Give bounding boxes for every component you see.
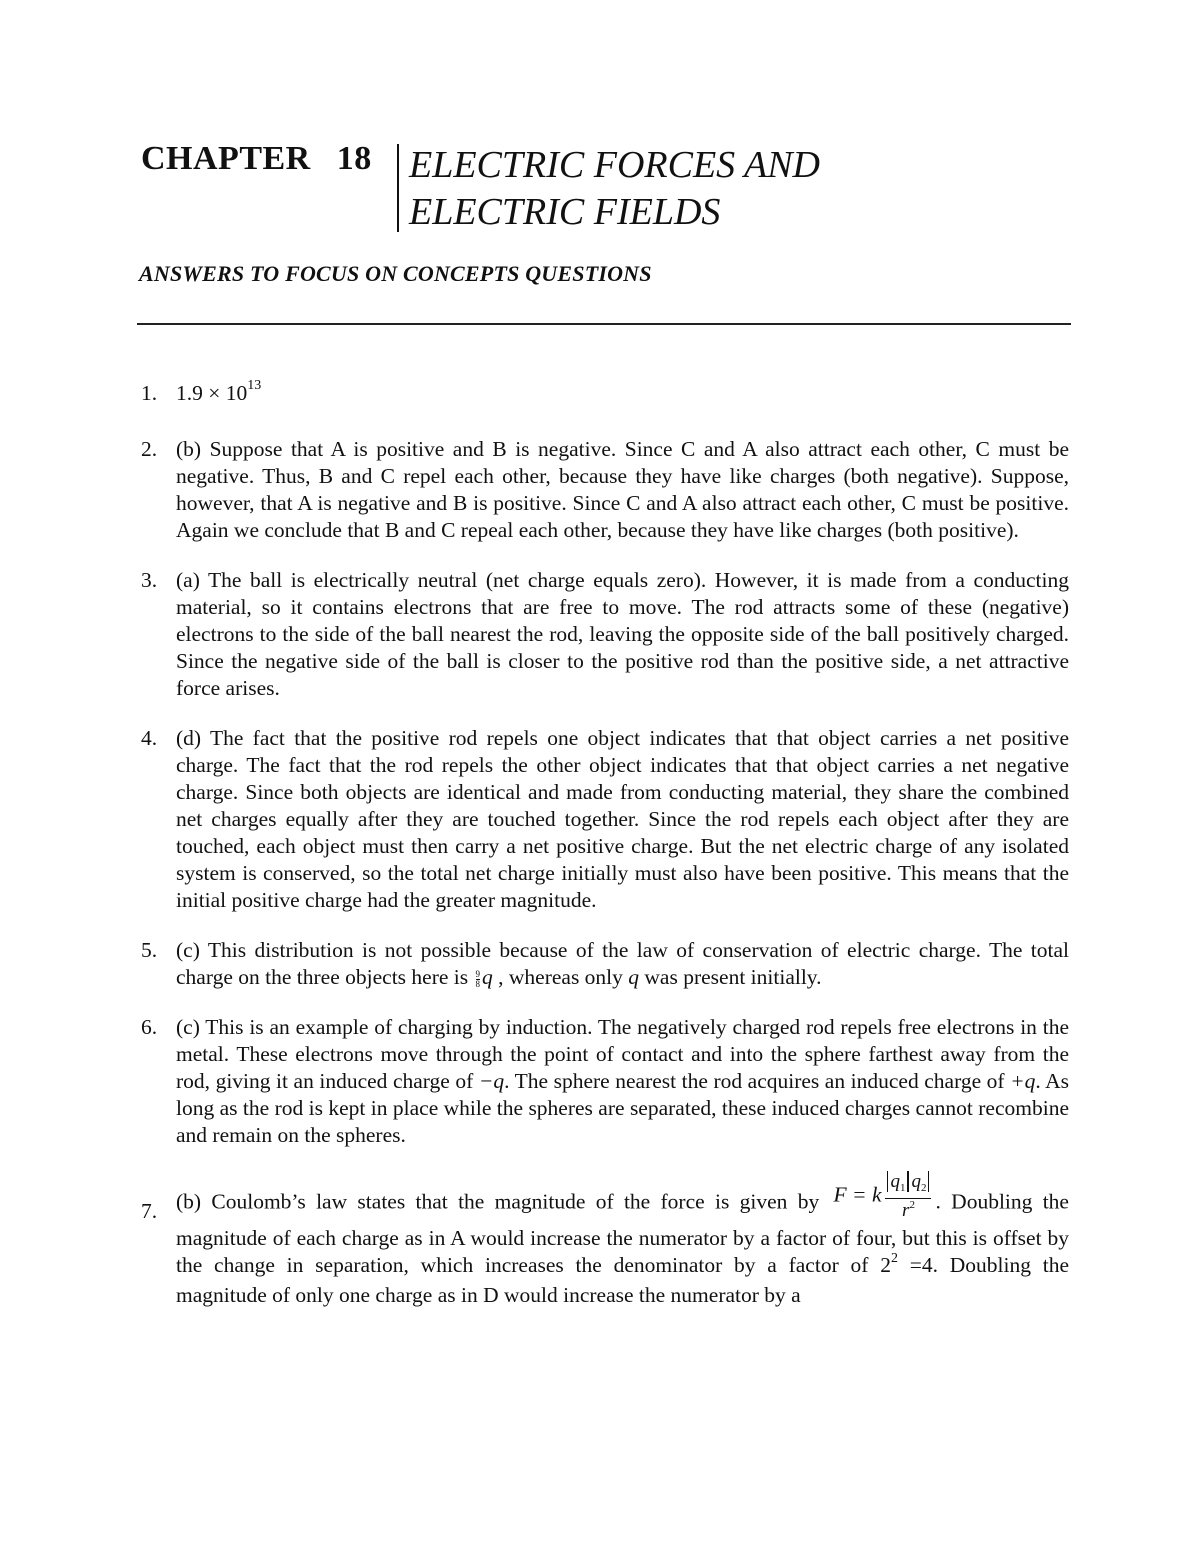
answer-item-2 [139,436,1069,544]
formula-denominator [885,1199,931,1225]
power-base: 2 [880,1253,891,1277]
answer-4-text: (d) The fact that the positive rod repels one object indicates that that object carries a net positive charge. The fact that the rod repels the other object indicates that that object carries a net negative charge. Since both objects are identical and made from conducting material, they share the combined net charges equally after they are touched together. Since the rod repels each object after they are touched, each object must then carry a net positive charge. But the net electric charge of any isolated system is conserved, so the total net charge initially must also have been positive. This means that the initial positive charge had the greater magnitude. [176,726,1069,912]
answer-number: 4. [141,726,158,750]
answer-number: 7. [141,1199,158,1223]
answer-5-text-mid: , whereas only [492,965,629,989]
chapter-heading [141,140,372,178]
answer-number: 3. [141,568,158,592]
answer-item-7 [139,1172,1069,1309]
abs-q1 [887,1171,908,1192]
fraction-denominator: 8 [475,978,480,989]
horizontal-rule [137,323,1071,325]
answer-6-text-before: (c) This is an example of charging by induction. The negatively charged rod repels free electrons in the metal. These electrons move through the point of contact and into the sphere farthest away from the rod, giving it an induced charge of [176,1015,1069,1093]
q2-subscript: 2 [920,1182,927,1194]
formula-fraction [885,1168,931,1225]
r-exponent: 2 [909,1199,915,1211]
negative-charge: −q [478,1069,505,1093]
formula-lhs: F = k [833,1182,882,1207]
charge-variable: q [482,965,493,989]
answer-item-1 [139,380,1069,410]
heading-divider [397,144,399,232]
answer-7-text-end: =4. Doubling the magnitude of only one charge as in D would increase the numerator by a [176,1253,1069,1307]
answer-number: 6. [141,1015,158,1039]
answer-number: 5. [141,938,158,962]
answer-1-exponent: 13 [247,378,262,393]
q1-subscript: 1 [899,1182,906,1194]
r-symbol: r [902,1200,910,1221]
answers-list [139,380,1069,1332]
answer-5-text-after: was present initially. [639,965,822,989]
abs-q2 [908,1171,929,1192]
fraction-nine-eighths [476,970,481,989]
formula-numerator [885,1168,931,1199]
answer-item-6 [139,1014,1069,1149]
answer-5-text-before: (c) This distribution is not possible because of the law of conservation of electric charge. The total charge on the three objects here is [176,938,1069,989]
answer-number: 1. [141,381,158,405]
section-subheading: ANSWERS TO FOCUS ON CONCEPTS QUESTIONS [139,261,652,286]
fraction-numerator: 9 [475,968,480,979]
q2-symbol: q [911,1171,921,1192]
chapter-title-line-2: ELECTRIC FIELDS [409,191,721,233]
chapter-number: 18 [336,140,372,177]
answer-number: 2. [141,437,158,461]
coulomb-law-formula [834,1168,932,1225]
answer-3-text: (a) The ball is electrically neutral (net charge equals zero). However, it is made from a conducting material, so it contains electrons that are free to move. The rod attracts some of these (negative) electrons to the side of the ball nearest the rod, leaving the opposite side of the ball positively charged. Since the negative side of the ball is closer to the positive rod than the positive side, a net attractive force arises. [176,568,1069,700]
chapter-label: CHAPTER [141,140,311,177]
power-exponent: 2 [890,1251,898,1266]
charge-variable: q [628,965,640,989]
chapter-title [409,142,820,236]
answer-6-text-mid: . The sphere nearest the rod acquires an induced charge of [504,1069,1011,1093]
answer-2-text: (b) Suppose that A is positive and B is negative. Since C and A also attract each other, C must be negative. Thus, B and C repel each other, because they have like charges (both negative). Suppose, however, that A is negative and B is positive. Since C and A also attract each other, C must be positive. Again we conclude that B and C repeal each other, because they have like charges (both positive). [176,437,1069,542]
answer-item-3 [139,567,1069,702]
answer-item-5 [139,937,1069,991]
positive-charge: +q [1010,1069,1036,1093]
answer-item-4 [139,725,1069,914]
answer-7-text-before: (b) Coulomb’s law states that the magnitude of the force is given by [176,1189,830,1214]
answer-7-text-after: . Doubling the magnitude of each charge as in A would increase the numerator by a factor of four, but this is offset by the change in separation, which increases the denominator by a factor of [176,1189,1069,1277]
answer-1-mantissa: 1.9 × 10 [176,381,248,405]
answer-6-text-after: . As long as the rod is kept in place while the spheres are separated, these induced charges cannot recombine and remain on the spheres. [176,1069,1069,1147]
chapter-title-line-1: ELECTRIC FORCES AND [409,144,820,186]
q1-symbol: q [890,1171,900,1192]
